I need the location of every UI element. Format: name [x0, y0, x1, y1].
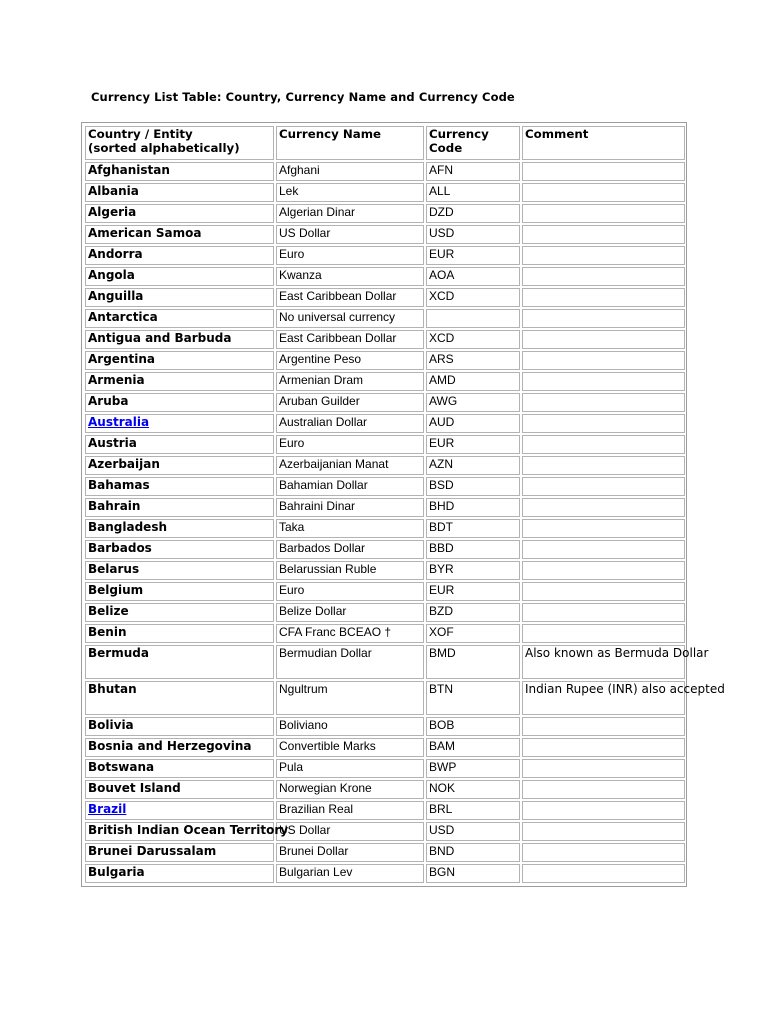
cell-comment	[522, 738, 685, 757]
cell-currency-code: BRL	[426, 801, 520, 820]
table-row	[85, 681, 685, 715]
cell-country: American Samoa	[85, 225, 274, 244]
cell-country: Azerbaijan	[85, 456, 274, 475]
cell-comment: Indian Rupee (INR) also accepted	[522, 681, 685, 715]
cell-comment	[522, 603, 685, 622]
cell-currency-name: Brazilian Real	[276, 801, 424, 820]
country-link[interactable]: Australia	[88, 415, 150, 429]
cell-country: Anguilla	[85, 288, 274, 307]
cell-comment	[522, 309, 685, 328]
cell-currency-name: Ngultrum	[276, 681, 424, 715]
cell-currency-code: BAM	[426, 738, 520, 757]
cell-country: Barbados	[85, 540, 274, 559]
table-row	[85, 801, 685, 820]
cell-currency-code	[426, 309, 520, 328]
table-row	[85, 456, 685, 475]
cell-comment	[522, 519, 685, 538]
cell-currency-name: Australian Dollar	[276, 414, 424, 433]
cell-currency-name: CFA Franc BCEAO †	[276, 624, 424, 643]
cell-country: Botswana	[85, 759, 274, 778]
cell-comment	[522, 330, 685, 349]
cell-currency-code: AZN	[426, 456, 520, 475]
table-row	[85, 582, 685, 601]
cell-currency-code: AFN	[426, 162, 520, 181]
table-row	[85, 843, 685, 862]
cell-currency-name: Algerian Dinar	[276, 204, 424, 223]
cell-currency-name: Bermudian Dollar	[276, 645, 424, 679]
currency-list-table	[83, 124, 725, 885]
cell-currency-name: Bahamian Dollar	[276, 477, 424, 496]
cell-currency-name: Bulgarian Lev	[276, 864, 424, 883]
cell-country	[85, 414, 274, 433]
cell-comment	[522, 246, 685, 265]
cell-country: Bosnia and Herzegovina	[85, 738, 274, 757]
table-row	[85, 393, 685, 412]
cell-currency-code: BND	[426, 843, 520, 862]
cell-country: Afghanistan	[85, 162, 274, 181]
cell-country: Antarctica	[85, 309, 274, 328]
cell-currency-name: Belize Dollar	[276, 603, 424, 622]
cell-country: Algeria	[85, 204, 274, 223]
table-row	[85, 435, 685, 454]
cell-comment	[522, 582, 685, 601]
table-row	[85, 372, 685, 391]
cell-currency-code: BMD	[426, 645, 520, 679]
cell-comment	[522, 225, 685, 244]
cell-country	[85, 801, 274, 820]
table-row	[85, 309, 685, 328]
cell-currency-name: Azerbaijanian Manat	[276, 456, 424, 475]
cell-country: Bolivia	[85, 717, 274, 736]
table-row	[85, 540, 685, 559]
header-country-line2: (sorted alphabetically)	[88, 141, 240, 155]
cell-country: Bhutan	[85, 681, 274, 715]
cell-comment	[522, 477, 685, 496]
cell-currency-code: BGN	[426, 864, 520, 883]
cell-currency-name: Pula	[276, 759, 424, 778]
cell-comment	[522, 801, 685, 820]
header-country	[85, 126, 274, 160]
cell-country: Albania	[85, 183, 274, 202]
cell-currency-code: ALL	[426, 183, 520, 202]
cell-currency-name: No universal currency	[276, 309, 424, 328]
cell-country: Angola	[85, 267, 274, 286]
cell-country: Austria	[85, 435, 274, 454]
cell-currency-code: BOB	[426, 717, 520, 736]
cell-currency-name: Euro	[276, 435, 424, 454]
cell-comment	[522, 498, 685, 517]
cell-currency-name: Argentine Peso	[276, 351, 424, 370]
table-row	[85, 204, 685, 223]
table-row	[85, 162, 685, 181]
cell-comment	[522, 864, 685, 883]
table-row	[85, 477, 685, 496]
cell-country: Andorra	[85, 246, 274, 265]
cell-currency-name: Armenian Dram	[276, 372, 424, 391]
cell-country: Armenia	[85, 372, 274, 391]
table-row	[85, 267, 685, 286]
cell-currency-name: Kwanza	[276, 267, 424, 286]
cell-country: Benin	[85, 624, 274, 643]
cell-currency-code: ARS	[426, 351, 520, 370]
cell-currency-code: USD	[426, 822, 520, 841]
cell-country: Bangladesh	[85, 519, 274, 538]
cell-currency-code: BHD	[426, 498, 520, 517]
cell-comment	[522, 393, 685, 412]
cell-country: Belarus	[85, 561, 274, 580]
country-link[interactable]: Brazil	[88, 802, 127, 816]
table-row	[85, 414, 685, 433]
cell-currency-code: BBD	[426, 540, 520, 559]
table-row	[85, 780, 685, 799]
cell-comment	[522, 540, 685, 559]
cell-comment	[522, 204, 685, 223]
cell-country: Antigua and Barbuda	[85, 330, 274, 349]
cell-country: British Indian Ocean Territory	[85, 822, 274, 841]
cell-country: Aruba	[85, 393, 274, 412]
cell-currency-code: XCD	[426, 288, 520, 307]
cell-currency-name: East Caribbean Dollar	[276, 330, 424, 349]
cell-comment	[522, 267, 685, 286]
table-row	[85, 561, 685, 580]
cell-currency-name: Boliviano	[276, 717, 424, 736]
cell-currency-name: Aruban Guilder	[276, 393, 424, 412]
cell-currency-code: EUR	[426, 582, 520, 601]
cell-country: Bahamas	[85, 477, 274, 496]
cell-country: Brunei Darussalam	[85, 843, 274, 862]
header-country-line1: Country / Entity	[88, 127, 193, 141]
cell-comment	[522, 162, 685, 181]
table-row	[85, 288, 685, 307]
cell-comment	[522, 372, 685, 391]
table-row	[85, 351, 685, 370]
cell-currency-code: BTN	[426, 681, 520, 715]
cell-comment	[522, 351, 685, 370]
cell-currency-name: Bahraini Dinar	[276, 498, 424, 517]
cell-currency-code: BYR	[426, 561, 520, 580]
cell-currency-name: East Caribbean Dollar	[276, 288, 424, 307]
currency-table	[81, 122, 725, 887]
cell-currency-name: Euro	[276, 582, 424, 601]
cell-currency-code: EUR	[426, 435, 520, 454]
cell-country: Bulgaria	[85, 864, 274, 883]
cell-currency-code: DZD	[426, 204, 520, 223]
table-header-row	[85, 126, 685, 160]
cell-currency-name: US Dollar	[276, 822, 424, 841]
cell-currency-code: BSD	[426, 477, 520, 496]
table-row	[85, 738, 685, 757]
page-title: Currency List Table: Country, Currency Name and Currency Code	[91, 90, 515, 104]
table-row	[85, 624, 685, 643]
cell-comment	[522, 624, 685, 643]
cell-currency-code: BZD	[426, 603, 520, 622]
header-currency-name: Currency Name	[276, 126, 424, 160]
header-currency-code: Currency Code	[426, 126, 520, 160]
cell-currency-name: Taka	[276, 519, 424, 538]
cell-comment	[522, 759, 685, 778]
table-row	[85, 183, 685, 202]
cell-currency-code: AOA	[426, 267, 520, 286]
cell-country: Bouvet Island	[85, 780, 274, 799]
cell-currency-code: AUD	[426, 414, 520, 433]
table-row	[85, 603, 685, 622]
table-row	[85, 864, 685, 883]
table-row	[85, 759, 685, 778]
cell-country: Bermuda	[85, 645, 274, 679]
cell-currency-name: Lek	[276, 183, 424, 202]
table-row	[85, 225, 685, 244]
cell-comment	[522, 435, 685, 454]
cell-comment: Also known as Bermuda Dollar	[522, 645, 685, 679]
cell-country: Belize	[85, 603, 274, 622]
cell-currency-code: EUR	[426, 246, 520, 265]
cell-currency-code: USD	[426, 225, 520, 244]
cell-currency-name: Barbados Dollar	[276, 540, 424, 559]
cell-currency-code: NOK	[426, 780, 520, 799]
cell-country: Belgium	[85, 582, 274, 601]
cell-country: Argentina	[85, 351, 274, 370]
cell-currency-code: XCD	[426, 330, 520, 349]
cell-currency-code: AWG	[426, 393, 520, 412]
cell-comment	[522, 288, 685, 307]
cell-currency-name: Belarussian Ruble	[276, 561, 424, 580]
cell-comment	[522, 843, 685, 862]
cell-currency-name: US Dollar	[276, 225, 424, 244]
cell-currency-name: Euro	[276, 246, 424, 265]
table-row	[85, 717, 685, 736]
cell-country: Bahrain	[85, 498, 274, 517]
cell-comment	[522, 561, 685, 580]
table-row	[85, 330, 685, 349]
cell-comment	[522, 183, 685, 202]
table-row	[85, 645, 685, 679]
table-row	[85, 246, 685, 265]
cell-currency-code: BWP	[426, 759, 520, 778]
table-row	[85, 519, 685, 538]
cell-currency-name: Convertible Marks	[276, 738, 424, 757]
header-comment: Comment	[522, 126, 685, 160]
cell-currency-code: XOF	[426, 624, 520, 643]
table-row	[85, 822, 685, 841]
cell-comment	[522, 717, 685, 736]
cell-currency-name: Brunei Dollar	[276, 843, 424, 862]
cell-comment	[522, 822, 685, 841]
cell-currency-name: Afghani	[276, 162, 424, 181]
cell-currency-code: BDT	[426, 519, 520, 538]
cell-comment	[522, 414, 685, 433]
table-row	[85, 498, 685, 517]
cell-currency-name: Norwegian Krone	[276, 780, 424, 799]
cell-comment	[522, 456, 685, 475]
cell-comment	[522, 780, 685, 799]
cell-currency-code: AMD	[426, 372, 520, 391]
